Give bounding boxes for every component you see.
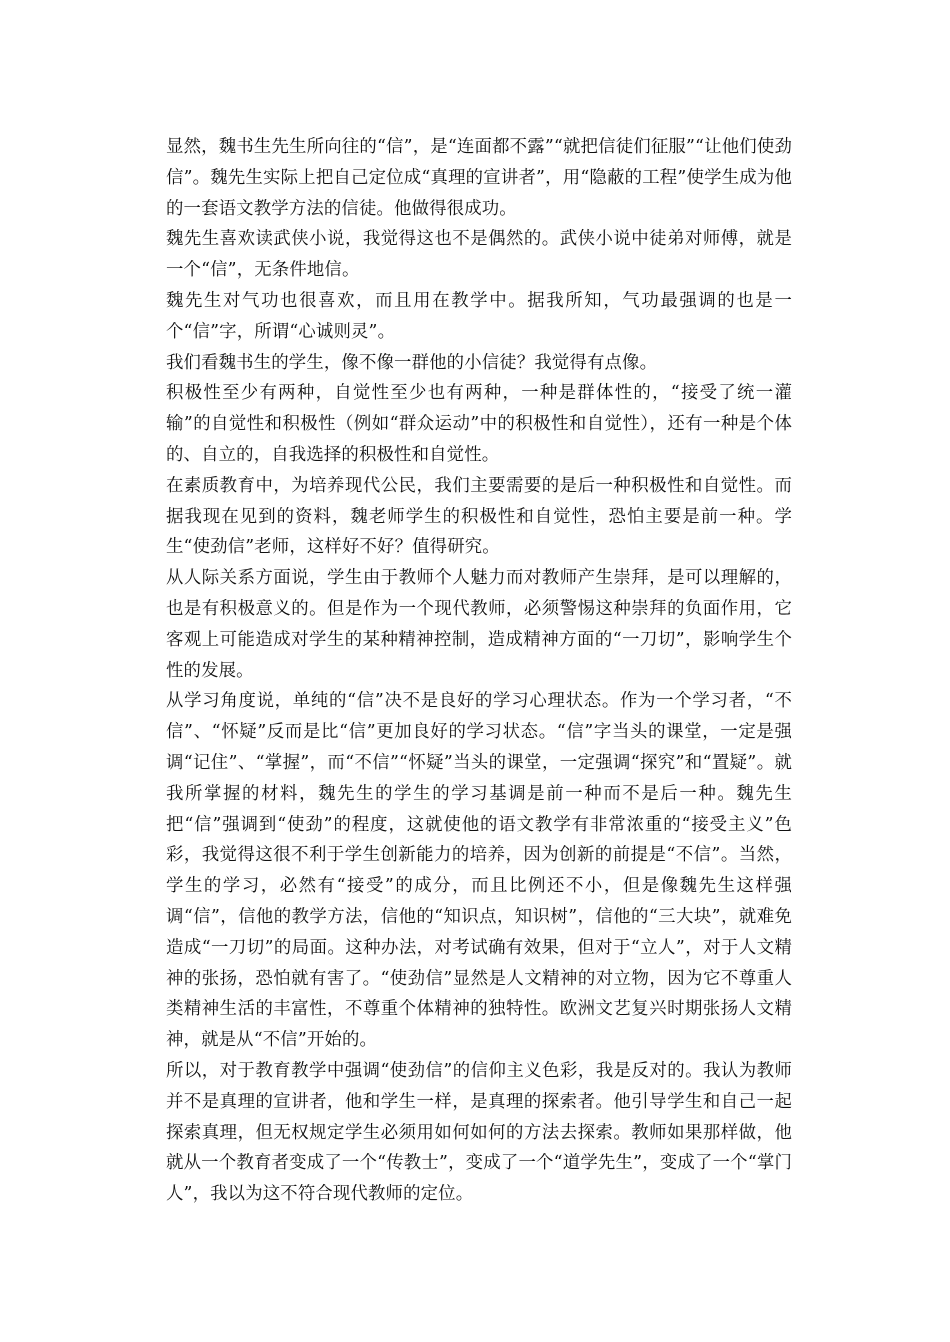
paragraph-8: 从学习角度说，单纯的“信”决不是良好的学习心理状态。作为一个学习者，“不信”、“怀疑”反而是比“信”更加良好的学习状态。“信”字当头的课堂，一定是强调“记住”、“掌握”，而“不信”“怀疑”当头的课堂，一定强调“探究”和“置疑”。就我所掌握的材料，魏先生的学生的学习基调是前一种而不是后一种。魏先生把“信”强调到“使劲”的程度，这就使他的语文教学有非常浓重的“接受主义”色彩，我觉得这很不利于学生创新能力的培养，因为创新的前提是“不信”。当然，学生的学习，必然有“接受”的成分，而且比例还不小，但是像魏先生这样强调“信”，信他的教学方法，信他的“知识点，知识树”，信他的“三大块”，就难免造成“一刀切”的局面。这种办法，对考试确有效果，但对于“立人”，对于人文精神的张扬，恐怕就有害了。“使劲信”显然是人文精神的对立物，因为它不尊重人类精神生活的丰富性，不尊重个体精神的独特性。欧洲文艺复兴时期张扬人文精神，就是从“不信”开始的。 <box>166 691 792 1051</box>
paragraph-6: 在素质教育中，为培养现代公民，我们主要需要的是后一种积极性和自觉性。而据我现在见到的资料，魏老师学生的积极性和自觉性，恐怕主要是前一种。学生“使劲信”老师，这样好不好？值得研究。 <box>166 475 792 558</box>
paragraph-7: 从人际关系方面说，学生由于教师个人魅力而对教师产生崇拜，是可以理解的，也是有积极意义的。但是作为一个现代教师，必须警惕这种崇拜的负面作用，它客观上可能造成对学生的某种精神控制，造成精神方面的“一刀切”，影响学生个性的发展。 <box>166 568 792 681</box>
paragraph-5: 积极性至少有两种，自觉性至少也有两种，一种是群体性的，“接受了统一灌输”的自觉性和积极性（例如“群众运动”中的积极性和自觉性），还有一种是个体的、自立的，自我选择的积极性和自觉性。 <box>166 383 792 465</box>
paragraph-1: 显然，魏书生先生所向往的“信”，是“连面都不露”“就把信徒们征服”“让他们使劲信”。魏先生实际上把自己定位成“真理的宣讲者”，用“隐蔽的工程”使学生成为他的一套语文教学方法的信徒。他做得很成功。 <box>166 137 792 219</box>
paragraph-2: 魏先生喜欢读武侠小说，我觉得这也不是偶然的。武侠小说中徒弟对师傅，就是一个“信”，无条件地信。 <box>166 229 792 281</box>
paragraph-9: 所以，对于教育教学中强调“使劲信”的信仰主义色彩，我是反对的。我认为教师并不是真理的宣讲者，他和学生一样，是真理的探索者。他引导学生和自己一起探索真理，但无权规定学生必须用如何如何的方法去探索。教师如果那样做，他就从一个教育者变成了一个“传教士”，变成了一个“道学先生”，变成了一个“掌门人”，我以为这不符合现代教师的定位。 <box>166 1060 792 1205</box>
document-body <box>166 132 792 1210</box>
paragraph-4: 我们看魏书生的学生，像不像一群他的小信徒？我觉得有点像。 <box>166 352 658 373</box>
paragraph-3: 魏先生对气功也很喜欢，而且用在教学中。据我所知，气功最强调的也是一个“信”字，所谓“心诚则灵”。 <box>166 290 792 342</box>
